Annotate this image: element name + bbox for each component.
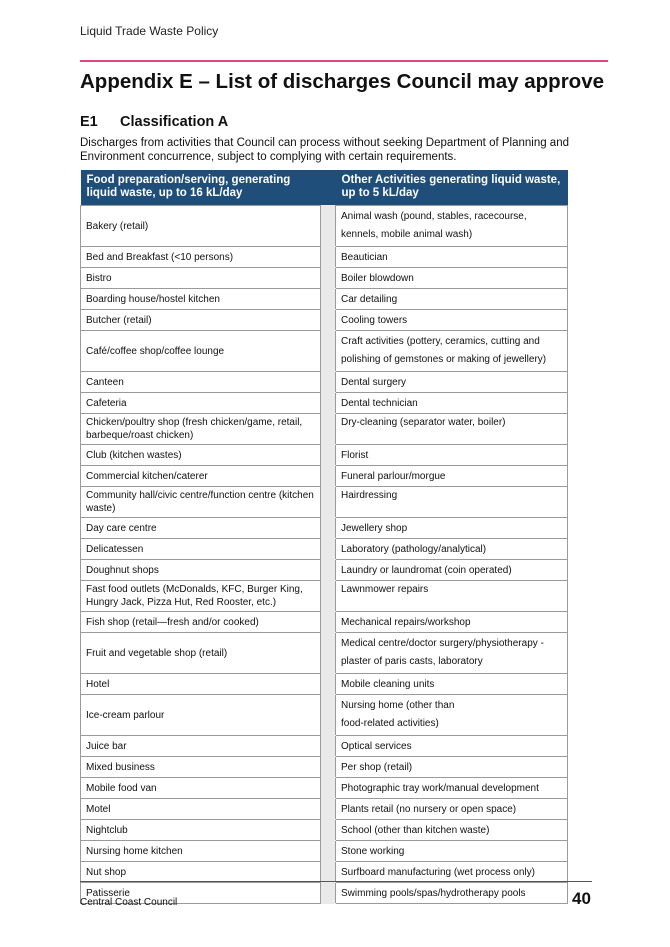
other-activity-line: Plants retail (no nursery or open space) — [341, 803, 517, 815]
food-activity-cell: Day care centre — [81, 518, 321, 539]
food-activity-cell: Bed and Breakfast (<10 persons) — [81, 247, 321, 268]
table-row — [81, 331, 568, 372]
table-row — [81, 633, 568, 674]
other-activity-cell — [336, 414, 568, 445]
table-row — [81, 820, 568, 841]
other-activity-line: Medical centre/doctor surgery/physiotherapy - — [341, 638, 544, 649]
page-number: 40 — [572, 889, 591, 908]
food-activity-cell: Mixed business — [81, 757, 321, 778]
column-header-other-line1: Other Activities generating liquid waste, — [341, 174, 561, 186]
food-activity-cell: Patisserie — [81, 883, 321, 904]
other-activity-line: Per shop (retail) — [341, 761, 413, 773]
table-row — [81, 393, 568, 414]
column-gap-cell — [321, 518, 336, 539]
other-activity-cell — [336, 206, 568, 247]
other-activity-cell — [336, 331, 568, 372]
other-activity-line: Lawnmower repairs — [341, 584, 429, 595]
food-activity-cell: Hotel — [81, 674, 321, 695]
table-row — [81, 674, 568, 695]
other-activity-cell — [336, 268, 568, 289]
other-activity-cell — [336, 612, 568, 633]
column-header-other — [336, 170, 568, 206]
table-row — [81, 757, 568, 778]
section-title: Classification A — [120, 114, 229, 130]
food-activity-cell: Nightclub — [81, 820, 321, 841]
other-activity-line: Jewellery shop — [341, 522, 408, 534]
table-row — [81, 372, 568, 393]
other-activity-cell — [336, 820, 568, 841]
other-activity-cell — [336, 674, 568, 695]
table-row — [81, 862, 568, 883]
column-gap-cell — [321, 289, 336, 310]
food-activity-cell: Chicken/poultry shop (fresh chicken/game, retail, barbeque/roast chicken) — [81, 414, 321, 445]
food-activity-cell: Ice-cream parlour — [81, 695, 321, 736]
other-activity-cell — [336, 310, 568, 331]
other-activity-cell — [336, 289, 568, 310]
other-activity-cell — [336, 736, 568, 757]
other-activity-cell — [336, 518, 568, 539]
column-gap-cell — [321, 466, 336, 487]
other-activity-cell — [336, 445, 568, 466]
column-gap-cell — [321, 883, 336, 904]
other-activity-line: polishing of gemstones or making of jewellery) — [341, 354, 547, 365]
footer-organisation: Central Coast Council — [80, 897, 178, 908]
table-row — [81, 487, 568, 518]
other-activity-cell — [336, 633, 568, 674]
other-activity-line: School (other than kitchen waste) — [341, 824, 490, 836]
food-activity-cell: Community hall/civic centre/function centre (kitchen waste) — [81, 487, 321, 518]
table-row — [81, 310, 568, 331]
table-row — [81, 799, 568, 820]
other-activity-line: Craft activities (pottery, ceramics, cutting and — [341, 336, 540, 347]
column-gap-cell — [321, 778, 336, 799]
column-gap-cell — [321, 331, 336, 372]
food-activity-cell: Butcher (retail) — [81, 310, 321, 331]
column-gap-cell — [321, 799, 336, 820]
food-activity-cell: Nursing home kitchen — [81, 841, 321, 862]
table-row — [81, 560, 568, 581]
other-activity-line: Swimming pools/spas/hydrotherapy pools — [341, 887, 526, 899]
other-activity-line: Photographic tray work/manual development — [341, 782, 539, 794]
food-activity-cell: Fish shop (retail—fresh and/or cooked) — [81, 612, 321, 633]
other-activity-line: Nursing home (other than — [341, 700, 455, 711]
other-activity-line: Cooling towers — [341, 314, 408, 326]
column-gap-cell — [321, 674, 336, 695]
column-gap-cell — [321, 560, 336, 581]
other-activity-cell — [336, 466, 568, 487]
food-activity-cell: Club (kitchen wastes) — [81, 445, 321, 466]
other-activity-line: Florist — [341, 449, 369, 461]
column-gap-cell — [321, 633, 336, 674]
other-activity-cell — [336, 883, 568, 904]
column-header-gap — [321, 170, 336, 206]
table-body — [81, 206, 568, 904]
food-activity-cell: Fruit and vegetable shop (retail) — [81, 633, 321, 674]
table-row — [81, 414, 568, 445]
food-activity-cell: Juice bar — [81, 736, 321, 757]
food-activity-cell: Commercial kitchen/caterer — [81, 466, 321, 487]
column-header-food-line2: liquid waste, up to 16 kL/day — [86, 187, 243, 199]
column-gap-cell — [321, 841, 336, 862]
table-row — [81, 581, 568, 612]
table-row — [81, 695, 568, 736]
section-heading — [80, 114, 228, 130]
food-activity-cell: Bistro — [81, 268, 321, 289]
column-header-food-line1: Food preparation/serving, generating — [86, 174, 291, 186]
other-activity-line: Funeral parlour/morgue — [341, 470, 446, 482]
food-activity-cell: Fast food outlets (McDonalds, KFC, Burger King, Hungry Jack, Pizza Hut, Red Rooster, etc.) — [81, 581, 321, 612]
other-activity-line: food-related activities) — [341, 718, 439, 729]
other-activity-line: Hairdressing — [341, 490, 398, 501]
other-activity-line: Boiler blowdown — [341, 272, 414, 284]
table-row — [81, 841, 568, 862]
food-activity-cell: Boarding house/hostel kitchen — [81, 289, 321, 310]
food-activity-cell: Bakery (retail) — [81, 206, 321, 247]
appendix-title: Appendix E – List of discharges Council may approve — [80, 70, 605, 93]
table-row — [81, 466, 568, 487]
column-header-other-line2: up to 5 kL/day — [341, 187, 419, 199]
food-activity-cell: Mobile food van — [81, 778, 321, 799]
table-row — [81, 518, 568, 539]
column-gap-cell — [321, 310, 336, 331]
column-gap-cell — [321, 820, 336, 841]
table-row — [81, 736, 568, 757]
table-row — [81, 612, 568, 633]
other-activity-line: Laundry or laundromat (coin operated) — [341, 564, 512, 576]
food-activity-cell: Nut shop — [81, 862, 321, 883]
table-row — [81, 206, 568, 247]
column-gap-cell — [321, 581, 336, 612]
other-activity-cell — [336, 393, 568, 414]
footer-divider — [80, 881, 592, 882]
other-activity-line: Car detailing — [341, 293, 398, 305]
document-header-title: Liquid Trade Waste Policy — [80, 24, 219, 38]
column-gap-cell — [321, 414, 336, 445]
column-gap-cell — [321, 487, 336, 518]
other-activity-line: Surfboard manufacturing (wet process only) — [341, 866, 535, 878]
other-activity-line: kennels, mobile animal wash) — [341, 229, 473, 240]
column-gap-cell — [321, 206, 336, 247]
column-gap-cell — [321, 757, 336, 778]
column-gap-cell — [321, 268, 336, 289]
other-activity-cell — [336, 372, 568, 393]
food-activity-cell: Cafeteria — [81, 393, 321, 414]
other-activity-cell — [336, 695, 568, 736]
other-activity-line: Laboratory (pathology/analytical) — [341, 543, 487, 555]
other-activity-cell — [336, 487, 568, 518]
other-activity-cell — [336, 799, 568, 820]
other-activity-line: Dental technician — [341, 397, 418, 409]
other-activity-line: Mechanical repairs/workshop — [341, 616, 471, 628]
table-row — [81, 445, 568, 466]
food-activity-cell: Canteen — [81, 372, 321, 393]
column-gap-cell — [321, 736, 336, 757]
column-gap-cell — [321, 247, 336, 268]
food-activity-cell: Delicatessen — [81, 539, 321, 560]
column-gap-cell — [321, 445, 336, 466]
column-gap-cell — [321, 372, 336, 393]
table-row — [81, 289, 568, 310]
other-activity-cell — [336, 560, 568, 581]
column-gap-cell — [321, 695, 336, 736]
other-activity-line: Stone working — [341, 845, 405, 857]
food-activity-cell: Motel — [81, 799, 321, 820]
header-divider — [80, 60, 608, 62]
table-row — [81, 539, 568, 560]
column-gap-cell — [321, 862, 336, 883]
table-row — [81, 247, 568, 268]
intro-paragraph: Discharges from activities that Council can process without seeking Department of Planning and Environment concurrence, subject to complying with certain requirements. — [80, 137, 569, 163]
other-activity-cell — [336, 247, 568, 268]
other-activity-cell — [336, 539, 568, 560]
other-activity-line: Beautician — [341, 251, 388, 263]
table-row — [81, 268, 568, 289]
table-row — [81, 778, 568, 799]
column-header-food — [81, 170, 321, 206]
other-activity-cell — [336, 757, 568, 778]
other-activity-cell — [336, 862, 568, 883]
column-gap-cell — [321, 539, 336, 560]
other-activity-line: Dry-cleaning (separator water, boiler) — [341, 417, 506, 428]
other-activity-cell — [336, 841, 568, 862]
column-gap-cell — [321, 393, 336, 414]
other-activity-cell — [336, 581, 568, 612]
section-number: E1 — [80, 114, 98, 130]
food-activity-cell: Café/coffee shop/coffee lounge — [81, 331, 321, 372]
other-activity-line: plaster of paris casts, laboratory — [341, 656, 483, 667]
other-activity-cell — [336, 778, 568, 799]
discharge-table — [80, 170, 568, 904]
other-activity-line: Dental surgery — [341, 376, 407, 388]
food-activity-cell: Doughnut shops — [81, 560, 321, 581]
table-header-row — [81, 170, 568, 206]
other-activity-line: Optical services — [341, 740, 412, 752]
other-activity-line: Animal wash (pound, stables, racecourse, — [341, 211, 527, 222]
column-gap-cell — [321, 612, 336, 633]
other-activity-line: Mobile cleaning units — [341, 678, 435, 690]
